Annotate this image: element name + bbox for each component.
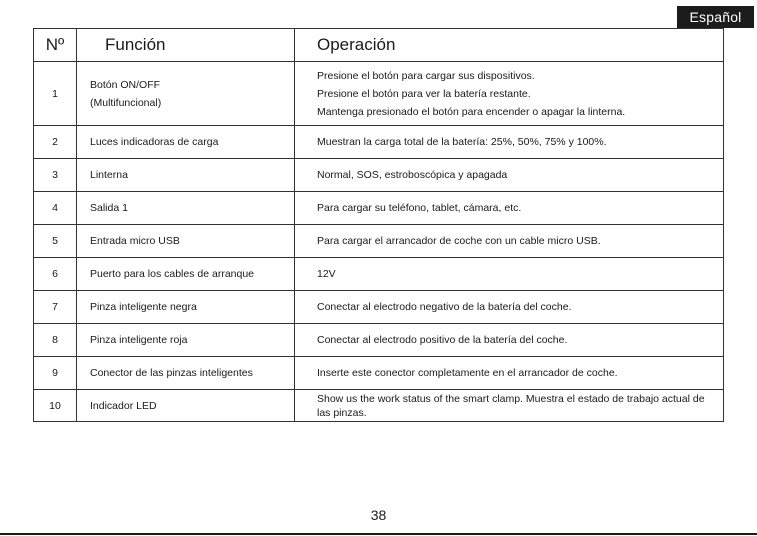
row-function: Conector de las pinzas inteligentes	[77, 357, 295, 390]
operation-line: Presione el botón para ver la batería restante.	[317, 87, 531, 100]
row-number: 8	[34, 324, 77, 357]
row-function: Pinza inteligente negra	[77, 291, 295, 324]
row-function: Linterna	[77, 159, 295, 192]
row-operation: 12V	[295, 258, 724, 291]
table-header-row	[34, 29, 724, 62]
row-function: Luces indicadoras de carga	[77, 126, 295, 159]
operation-line: Presione el botón para cargar sus dispositivos.	[317, 69, 535, 82]
row-function: Pinza inteligente roja	[77, 324, 295, 357]
row-operation: Normal, SOS, estroboscópica y apagada	[295, 159, 724, 192]
row-number: 4	[34, 192, 77, 225]
operation-line: Mantenga presionado el botón para encender o apagar la linterna.	[317, 105, 626, 118]
header-operation: Operación	[295, 29, 724, 62]
header-number: Nº	[34, 29, 77, 62]
row-operation	[295, 62, 724, 126]
table-row	[34, 324, 724, 357]
row-number: 3	[34, 159, 77, 192]
bottom-rule	[0, 533, 757, 535]
table-row	[34, 62, 724, 126]
row-operation: Conectar al electrodo positivo de la batería del coche.	[295, 324, 724, 357]
table-row	[34, 192, 724, 225]
function-line: Botón ON/OFF	[90, 78, 161, 91]
row-function: Entrada micro USB	[77, 225, 295, 258]
row-operation: Para cargar el arrancador de coche con un cable micro USB.	[295, 225, 724, 258]
table-row	[34, 126, 724, 159]
function-table	[33, 28, 724, 422]
row-number: 10	[34, 390, 77, 422]
row-function: Puerto para los cables de arranque	[77, 258, 295, 291]
row-function: Salida 1	[77, 192, 295, 225]
table-row	[34, 390, 724, 422]
page-number: 38	[370, 507, 387, 523]
function-line: (Multifuncional)	[90, 96, 162, 109]
table-row	[34, 225, 724, 258]
language-tab: Español	[677, 6, 754, 28]
row-number: 1	[34, 62, 77, 126]
row-operation: Show us the work status of the smart clamp. Muestra el estado de trabajo actual de las pinzas.	[295, 390, 724, 422]
row-operation: Muestran la carga total de la batería: 25%, 50%, 75% y 100%.	[295, 126, 724, 159]
row-number: 5	[34, 225, 77, 258]
table-row	[34, 159, 724, 192]
table-row	[34, 357, 724, 390]
row-function: Indicador LED	[77, 390, 295, 422]
row-operation: Inserte este conector completamente en el arrancador de coche.	[295, 357, 724, 390]
row-number: 9	[34, 357, 77, 390]
table-row	[34, 258, 724, 291]
row-number: 6	[34, 258, 77, 291]
row-operation: Conectar al electrodo negativo de la batería del coche.	[295, 291, 724, 324]
row-operation: Para cargar su teléfono, tablet, cámara, etc.	[295, 192, 724, 225]
table-row	[34, 291, 724, 324]
row-function	[77, 62, 295, 126]
row-number: 7	[34, 291, 77, 324]
row-number: 2	[34, 126, 77, 159]
header-function: Función	[77, 29, 295, 62]
